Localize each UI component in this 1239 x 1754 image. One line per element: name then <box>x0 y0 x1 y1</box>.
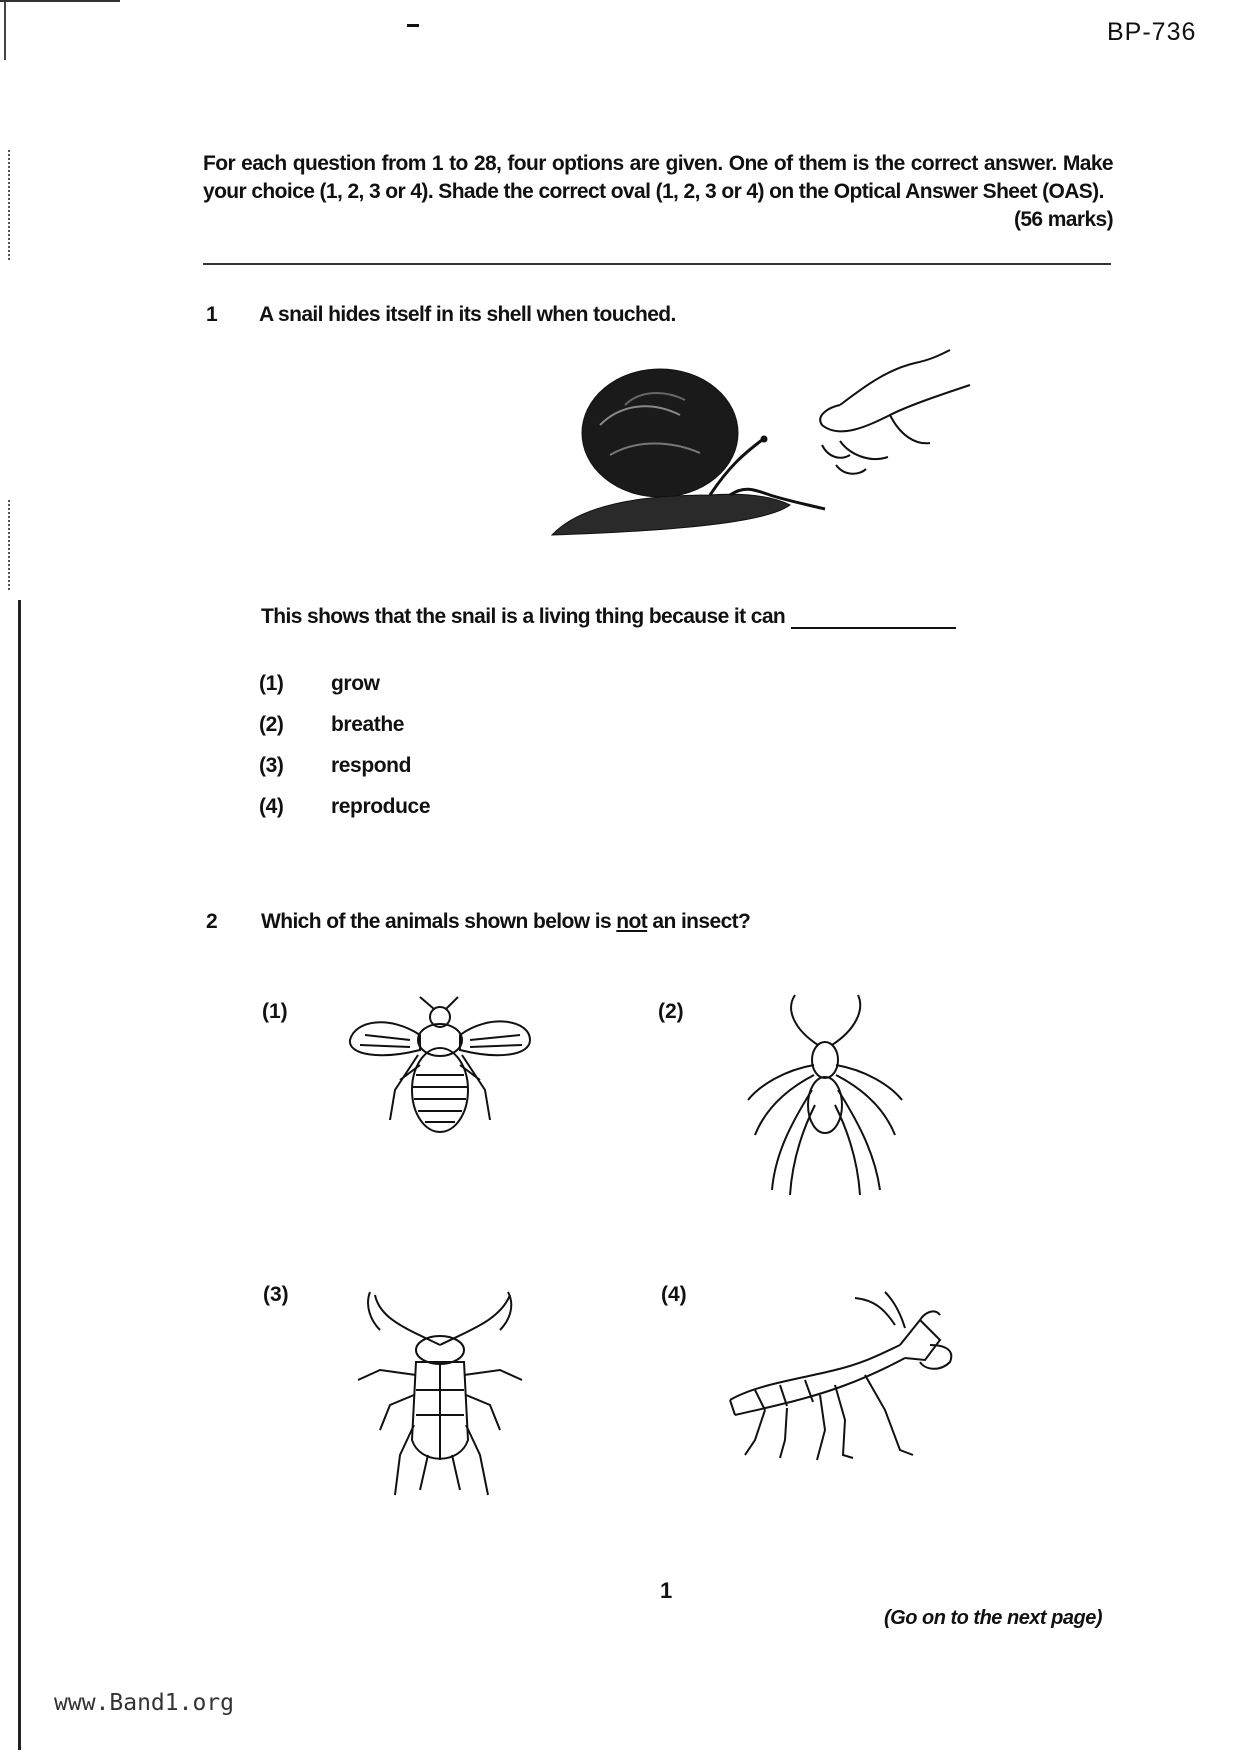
scan-edge-dots <box>8 500 12 590</box>
instructions-text: For each question from 1 to 28, four options are given. One of them is the correct answer. Make your choice (1, 2, 3 or 4). Shade the correct oval (1, 2, 3 or 4) on the Optical Answer Sheet (OAS). <box>203 152 1113 203</box>
instructions-marks-row <box>203 206 1113 234</box>
snail-icon <box>552 369 825 535</box>
option-number: (1) <box>259 672 284 695</box>
question-1-prompt-row <box>261 605 956 629</box>
option-text: reproduce <box>331 795 431 818</box>
instructions <box>203 150 1113 234</box>
question-1-prompt: This shows that the snail is a living thing because it can <box>261 605 786 628</box>
q1-option-1[interactable] <box>259 672 380 696</box>
hand-icon <box>820 350 970 474</box>
option-number: (2) <box>259 713 284 736</box>
option-number: (3) <box>259 754 284 777</box>
q1-option-2[interactable] <box>259 713 404 737</box>
snail-and-hand-illustration <box>540 345 990 545</box>
scan-edge-dots <box>8 150 12 260</box>
cricket-icon <box>350 1290 530 1500</box>
option-text: breathe <box>331 713 405 736</box>
scan-edge-line <box>18 600 21 1750</box>
q2-option-4-label[interactable]: (4) <box>661 1283 687 1306</box>
praying-mantis-icon <box>725 1290 955 1470</box>
q1-option-4[interactable] <box>259 795 430 819</box>
question-2-number: 2 <box>206 910 218 933</box>
page-number: 1 <box>660 1578 673 1603</box>
bee-icon <box>340 995 540 1145</box>
section-divider <box>203 263 1111 265</box>
q2-option-3-label[interactable]: (3) <box>263 1283 289 1306</box>
q2-option-2-label[interactable]: (2) <box>658 1000 684 1023</box>
question-2-stem-before: Which of the animals shown below is <box>261 910 612 933</box>
scan-edge-line <box>4 0 6 60</box>
top-mark <box>407 24 419 27</box>
scan-top-rule <box>0 0 120 2</box>
paper-code: BP-736 <box>1107 18 1197 46</box>
question-2-stem <box>261 910 750 934</box>
q2-option-1-label[interactable]: (1) <box>262 1000 288 1023</box>
question-2-emphasis: not <box>616 910 648 933</box>
question-1-stem: A snail hides itself in its shell when touched. <box>259 303 676 326</box>
option-number: (4) <box>259 795 284 818</box>
marks-label: (56 marks) <box>1013 208 1113 231</box>
question-1-number: 1 <box>206 303 218 326</box>
question-2-stem-after: an insect? <box>652 910 751 933</box>
website-watermark[interactable]: www.Band1.org <box>54 1690 235 1716</box>
spider-icon <box>740 995 910 1205</box>
q1-option-3[interactable] <box>259 754 411 778</box>
continue-note: (Go on to the next page) <box>884 1607 1102 1629</box>
answer-blank <box>791 607 956 629</box>
option-text: respond <box>331 754 412 777</box>
option-text: grow <box>331 672 380 695</box>
